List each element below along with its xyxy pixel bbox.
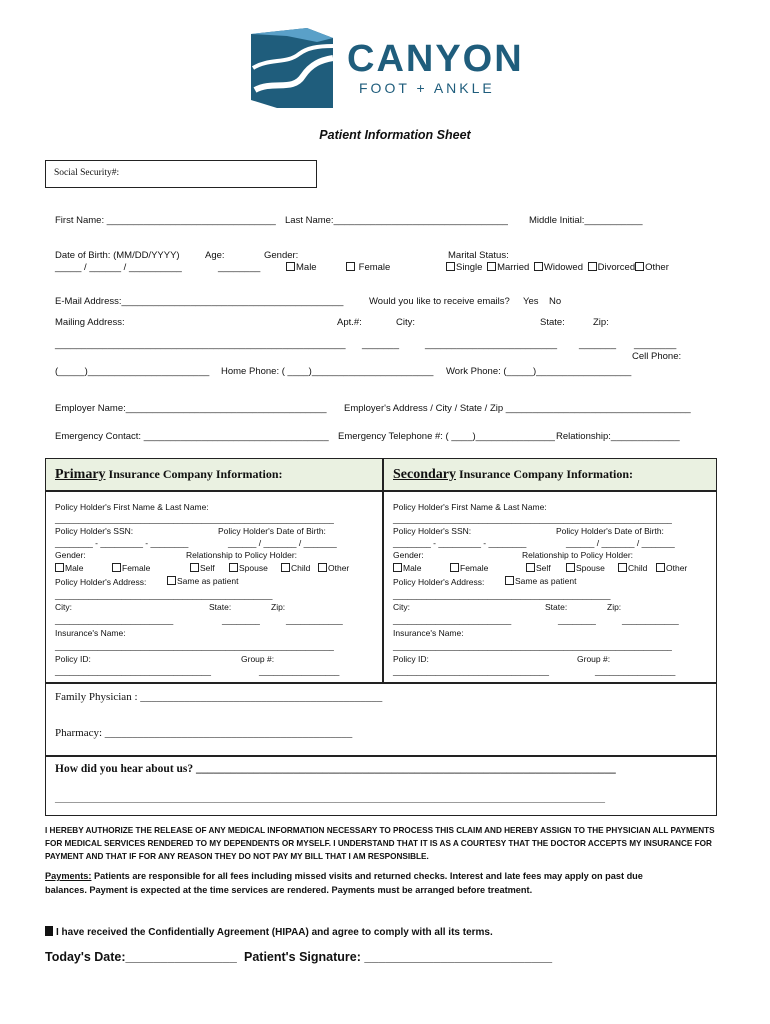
referral-box bbox=[45, 756, 717, 816]
marital-options[interactable] bbox=[446, 262, 669, 273]
option-label: Female bbox=[460, 563, 489, 573]
dob-field[interactable]: _____ / ______ / __________ bbox=[55, 262, 182, 273]
employer-address-field[interactable]: Employer's Address / City / State / Zip ___________________________________ bbox=[344, 403, 691, 414]
primary-insurance-name-field[interactable]: ___________________________________________________________ bbox=[55, 641, 334, 651]
gender-female-option[interactable] bbox=[346, 262, 390, 273]
option-label: Other bbox=[328, 563, 350, 573]
ssn-label: Social Security#: bbox=[54, 168, 120, 178]
email-field[interactable]: E-Mail Address:__________________________________________ bbox=[55, 296, 344, 307]
checkbox-icon[interactable] bbox=[505, 576, 514, 585]
secondary-holder-name-field[interactable]: ___________________________________________________________ bbox=[393, 514, 672, 524]
primary-address-label: Policy Holder's Address: bbox=[55, 577, 147, 587]
primary-zip-field[interactable]: ____________ bbox=[286, 615, 343, 625]
option-label: Married bbox=[497, 262, 530, 273]
secondary-zip-field[interactable]: ____________ bbox=[622, 615, 679, 625]
authorization-line: I HEREBY AUTHORIZE THE RELEASE OF ANY MEDICAL INFORMATION NECESSARY TO PROCESS THIS CLAIM AND HEREBY ASSIGN TO THE PHYSICIAN ALL PAYMENTS bbox=[45, 826, 715, 835]
option-label: Same as patient bbox=[515, 576, 577, 586]
city-label: City: bbox=[396, 317, 415, 328]
checkbox-icon[interactable] bbox=[566, 563, 575, 572]
checkbox-icon[interactable] bbox=[618, 563, 627, 572]
secondary-heading-bold: Secondary bbox=[393, 467, 456, 482]
primary-city-label: City: bbox=[55, 602, 72, 612]
option-label: Male bbox=[296, 262, 317, 273]
option-label: Female bbox=[358, 262, 391, 273]
work-phone-field[interactable]: Work Phone: (_____)__________________ bbox=[446, 366, 632, 377]
option-label: Widowed bbox=[543, 262, 583, 273]
secondary-group-label: Group #: bbox=[577, 654, 611, 664]
option-label: Single bbox=[456, 262, 483, 273]
referral-field[interactable] bbox=[55, 763, 616, 775]
payments-line: balances. Payment is expected at the time services are rendered. Payments must be arranged before treatment. bbox=[45, 885, 533, 895]
ssn-box[interactable] bbox=[45, 160, 317, 188]
logo bbox=[247, 28, 537, 110]
secondary-heading bbox=[393, 467, 633, 483]
option-label: Male bbox=[403, 563, 422, 573]
primary-dob-field[interactable]: ______ / _______ / _______ bbox=[228, 538, 337, 548]
primary-heading-box bbox=[45, 458, 383, 491]
primary-address-field[interactable]: ______________________________________________ bbox=[55, 590, 273, 600]
secondary-ssn-field[interactable]: ________ - _________ - ________ bbox=[393, 538, 527, 548]
secondary-insurance-name-field[interactable]: ___________________________________________________________ bbox=[393, 641, 672, 651]
option-label: Same as patient bbox=[177, 576, 239, 586]
secondary-group-field[interactable]: _________________ bbox=[595, 666, 676, 676]
checkbox-icon[interactable] bbox=[446, 262, 455, 271]
secondary-dob-label: Policy Holder's Date of Birth: bbox=[556, 526, 664, 536]
payments-line: Patients are responsible for all fees including missed visits and returned checks. Interest and late fees may apply on past due bbox=[91, 871, 643, 881]
option-label: Divorced bbox=[597, 262, 636, 273]
primary-other-option[interactable] bbox=[318, 563, 349, 573]
checkbox-icon[interactable] bbox=[229, 563, 238, 572]
primary-state-field[interactable]: ________ bbox=[222, 615, 260, 625]
emails-question: Would you like to receive emails? bbox=[369, 296, 510, 307]
physician-pharmacy-box bbox=[45, 683, 717, 756]
primary-state-label: State: bbox=[209, 602, 232, 612]
primary-dob-label: Policy Holder's Date of Birth: bbox=[218, 526, 326, 536]
secondary-address-label: Policy Holder's Address: bbox=[393, 577, 485, 587]
secondary-gender-label: Gender: bbox=[393, 550, 424, 560]
primary-female-option[interactable] bbox=[112, 563, 150, 573]
mailing-address-label: Mailing Address: bbox=[55, 317, 125, 328]
secondary-spouse-option[interactable] bbox=[566, 563, 605, 573]
secondary-self-option[interactable] bbox=[526, 563, 551, 573]
state-field[interactable]: _______ bbox=[579, 339, 616, 350]
authorization-line: PAYMENT AND THAT IF FOR ANY REASON THEY DO NOT PAY MY BILL THAT I AM RESPONSIBLE. bbox=[45, 852, 429, 861]
secondary-insurance-panel bbox=[383, 491, 717, 683]
relationship-field[interactable]: Relationship:_____________ bbox=[556, 431, 680, 442]
option-label: Other bbox=[645, 262, 669, 273]
primary-group-field[interactable]: _________________ bbox=[259, 666, 340, 676]
secondary-child-option[interactable] bbox=[618, 563, 647, 573]
option-label: Child bbox=[628, 563, 648, 573]
option-label: Self bbox=[200, 563, 215, 573]
emergency-contact-field[interactable]: Emergency Contact: ___________________________________ bbox=[55, 431, 329, 442]
checkbox-icon[interactable] bbox=[534, 262, 543, 271]
primary-holder-name-field[interactable]: ___________________________________________________________ bbox=[55, 514, 334, 524]
city-field[interactable]: _________________________ bbox=[425, 339, 558, 350]
option-label: Spouse bbox=[576, 563, 605, 573]
primary-gender-label: Gender: bbox=[55, 550, 86, 560]
emails-yes-option[interactable]: Yes bbox=[523, 296, 539, 307]
canyon-logo-icon bbox=[247, 28, 337, 110]
checkbox-icon[interactable] bbox=[526, 563, 535, 572]
checkbox-icon[interactable] bbox=[281, 563, 290, 572]
primary-ssn-label: Policy Holder's SSN: bbox=[55, 526, 134, 536]
primary-self-option[interactable] bbox=[190, 563, 215, 573]
last-name-field[interactable]: Last Name:_________________________________ bbox=[285, 215, 508, 226]
primary-zip-label: Zip: bbox=[271, 602, 286, 612]
primary-spouse-option[interactable] bbox=[229, 563, 268, 573]
gender-male-option[interactable] bbox=[286, 262, 317, 273]
home-phone-field[interactable]: Home Phone: ( ____)_______________________ bbox=[221, 366, 434, 377]
checkbox-icon[interactable] bbox=[635, 262, 644, 271]
primary-holder-name-label: Policy Holder's First Name & Last Name: bbox=[55, 502, 209, 512]
checkbox-icon[interactable] bbox=[45, 926, 53, 936]
employer-name-field[interactable]: Employer Name:______________________________________ bbox=[55, 403, 327, 414]
todays-date-field[interactable]: Today's Date:________________ bbox=[45, 950, 237, 964]
secondary-holder-name-label: Policy Holder's First Name & Last Name: bbox=[393, 502, 547, 512]
secondary-policy-id-label: Policy ID: bbox=[393, 654, 429, 664]
state-label: State: bbox=[540, 317, 565, 328]
primary-relationship-label: Relationship to Policy Holder: bbox=[186, 550, 298, 560]
mailing-address-field[interactable]: _______________________________________________________ bbox=[55, 339, 346, 350]
marital-label: Marital Status: bbox=[448, 250, 509, 261]
cell-phone-label: Cell Phone: bbox=[632, 351, 682, 362]
referral-line[interactable]: ____________________________________________________________________________________________________ bbox=[55, 792, 605, 804]
option-label: Female bbox=[122, 563, 151, 573]
secondary-city-label: City: bbox=[393, 602, 410, 612]
secondary-dob-field[interactable]: ______ / _______ / _______ bbox=[566, 538, 675, 548]
logo-name: CANYON bbox=[347, 38, 524, 80]
secondary-city-field[interactable]: _________________________ bbox=[393, 615, 512, 625]
checkbox-icon[interactable] bbox=[346, 262, 355, 271]
checkbox-icon[interactable] bbox=[393, 563, 402, 572]
secondary-ssn-label: Policy Holder's SSN: bbox=[393, 526, 472, 536]
logo-subtitle: FOOT + ANKLE bbox=[359, 80, 495, 96]
primary-group-label: Group #: bbox=[241, 654, 275, 664]
secondary-relationship-label: Relationship to Policy Holder: bbox=[522, 550, 634, 560]
pharmacy-field[interactable]: Pharmacy: _____________________________________________ bbox=[55, 727, 353, 739]
checkbox-icon[interactable] bbox=[450, 563, 459, 572]
secondary-same-as-patient-option[interactable] bbox=[505, 576, 576, 586]
dob-label: Date of Birth: (MM/DD/YYYY) bbox=[55, 250, 180, 261]
secondary-other-option[interactable] bbox=[656, 563, 687, 573]
primary-ssn-field[interactable]: ________ - _________ - ________ bbox=[55, 538, 189, 548]
checkbox-icon[interactable] bbox=[55, 563, 64, 572]
authorization-line: FOR MEDICAL SERVICES RENDERED TO MY DEPENDENTS OR MYSELF. I UNDERSTAND THAT IT IS AS A COURTESY THAT THE DOCTOR ACCEPTS MY INSURANCE FOR bbox=[45, 839, 712, 848]
secondary-heading-rest: Insurance Company Information: bbox=[456, 467, 634, 481]
option-label: Spouse bbox=[239, 563, 268, 573]
primary-male-option[interactable] bbox=[55, 563, 83, 573]
primary-city-field[interactable]: _________________________ bbox=[55, 615, 174, 625]
secondary-address-field[interactable]: ______________________________________________ bbox=[393, 590, 611, 600]
checkbox-icon[interactable] bbox=[286, 262, 295, 271]
zip-label: Zip: bbox=[593, 317, 609, 328]
secondary-zip-label: Zip: bbox=[607, 602, 622, 612]
middle-initial-field[interactable]: Middle Initial:___________ bbox=[529, 215, 643, 226]
primary-heading-bold: Primary bbox=[55, 467, 106, 482]
family-physician-field[interactable]: Family Physician : ____________________________________________ bbox=[55, 691, 383, 703]
zip-field[interactable]: ________ bbox=[634, 339, 677, 350]
secondary-policy-id-field[interactable]: _________________________________ bbox=[393, 666, 550, 676]
apt-field[interactable]: _______ bbox=[362, 339, 399, 350]
checkbox-icon[interactable] bbox=[112, 563, 121, 572]
primary-child-option[interactable] bbox=[281, 563, 310, 573]
emergency-telephone-field[interactable]: Emergency Telephone #: ( ____)_______________ bbox=[338, 431, 555, 442]
checkbox-icon[interactable] bbox=[656, 563, 665, 572]
primary-policy-id-field[interactable]: _________________________________ bbox=[55, 666, 212, 676]
checkbox-icon[interactable] bbox=[167, 576, 176, 585]
checkbox-icon[interactable] bbox=[190, 563, 199, 572]
payments-text bbox=[45, 869, 643, 897]
age-label: Age: bbox=[205, 250, 225, 261]
secondary-state-field[interactable]: ________ bbox=[558, 615, 596, 625]
payments-label: Payments: bbox=[45, 871, 92, 881]
checkbox-icon[interactable] bbox=[318, 563, 327, 572]
secondary-female-option[interactable] bbox=[450, 563, 488, 573]
primary-insurance-panel bbox=[45, 491, 383, 683]
primary-heading-rest: Insurance Company Information: bbox=[105, 467, 283, 481]
option-label: Child bbox=[291, 563, 311, 573]
hipaa-acknowledgement[interactable] bbox=[45, 926, 493, 938]
hipaa-text: I have received the Confidentially Agreement (HIPAA) and agree to comply with all its terms. bbox=[56, 927, 493, 938]
checkbox-icon[interactable] bbox=[588, 262, 597, 271]
authorization-text bbox=[45, 824, 715, 863]
secondary-heading-box bbox=[383, 458, 717, 491]
checkbox-icon[interactable] bbox=[487, 262, 496, 271]
secondary-male-option[interactable] bbox=[393, 563, 421, 573]
apt-label: Apt.#: bbox=[337, 317, 362, 328]
primary-same-as-patient-option[interactable] bbox=[167, 576, 238, 586]
primary-insurance-name-label: Insurance's Name: bbox=[55, 628, 126, 638]
patient-signature-field[interactable]: Patient's Signature: ___________________________ bbox=[244, 950, 553, 964]
secondary-insurance-name-label: Insurance's Name: bbox=[393, 628, 464, 638]
page-title: Patient Information Sheet bbox=[319, 128, 471, 142]
first-name-field[interactable]: First Name: ________________________________ bbox=[55, 215, 276, 226]
option-label: Self bbox=[536, 563, 551, 573]
option-label: Other bbox=[666, 563, 688, 573]
referral-label: How did you hear about us? _________________________________________________________________________ bbox=[55, 763, 616, 775]
primary-policy-id-label: Policy ID: bbox=[55, 654, 91, 664]
secondary-state-label: State: bbox=[545, 602, 568, 612]
cell-phone-field[interactable]: (_____)_______________________ bbox=[55, 366, 210, 377]
option-label: Male bbox=[65, 563, 84, 573]
age-field[interactable]: ________ bbox=[218, 262, 261, 273]
gender-label: Gender: bbox=[264, 250, 299, 261]
primary-heading bbox=[55, 467, 283, 483]
emails-no-option[interactable]: No bbox=[549, 296, 562, 307]
